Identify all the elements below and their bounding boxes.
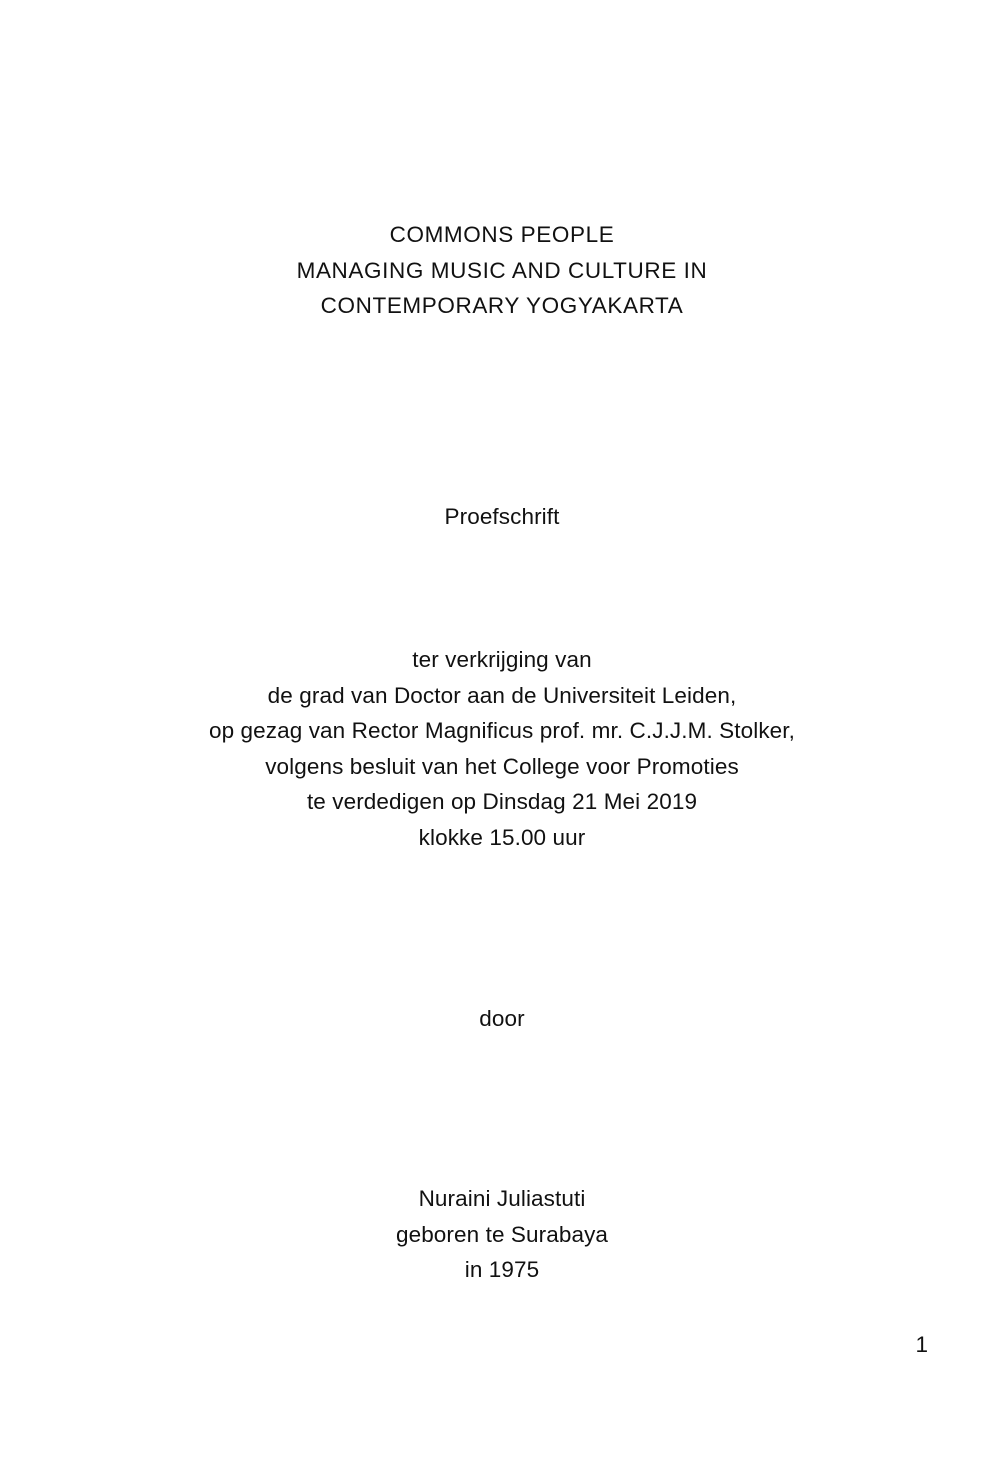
page-number: 1 <box>915 1332 928 1357</box>
title-line-3: CONTEMPORARY YOGYAKARTA <box>320 293 684 318</box>
defense-date-line: te verdedigen op Dinsdag 21 Mei 2019 <box>306 789 698 814</box>
author-block <box>0 1181 1004 1288</box>
document-type-label: Proefschrift <box>444 504 560 529</box>
degree-statement-line: de grad van Doctor aan de Universiteit Leiden, <box>267 682 737 708</box>
thesis-title <box>0 217 1004 324</box>
defense-time-line: klokke 15.00 uur <box>418 824 586 850</box>
author-birthyear: in 1975 <box>464 1257 540 1282</box>
degree-statement-line: ter verkrijging van <box>412 647 592 672</box>
title-line-2: MANAGING MUSIC AND CULTURE IN <box>296 257 708 283</box>
by-label: door <box>479 1006 525 1031</box>
degree-statement <box>0 642 1004 855</box>
degree-statement-line: volgens besluit van het College voor Promoties <box>265 753 739 779</box>
degree-statement-line: op gezag van Rector Magnificus prof. mr. C.J.J.M. Stolker, <box>208 718 796 743</box>
document-type <box>0 499 1004 535</box>
by-label-block <box>0 1001 1004 1037</box>
author-name: Nuraini Juliastuti <box>418 1186 586 1211</box>
title-line-1: COMMONS PEOPLE <box>389 222 615 247</box>
author-birthplace: geboren te Surabaya <box>395 1221 609 1247</box>
